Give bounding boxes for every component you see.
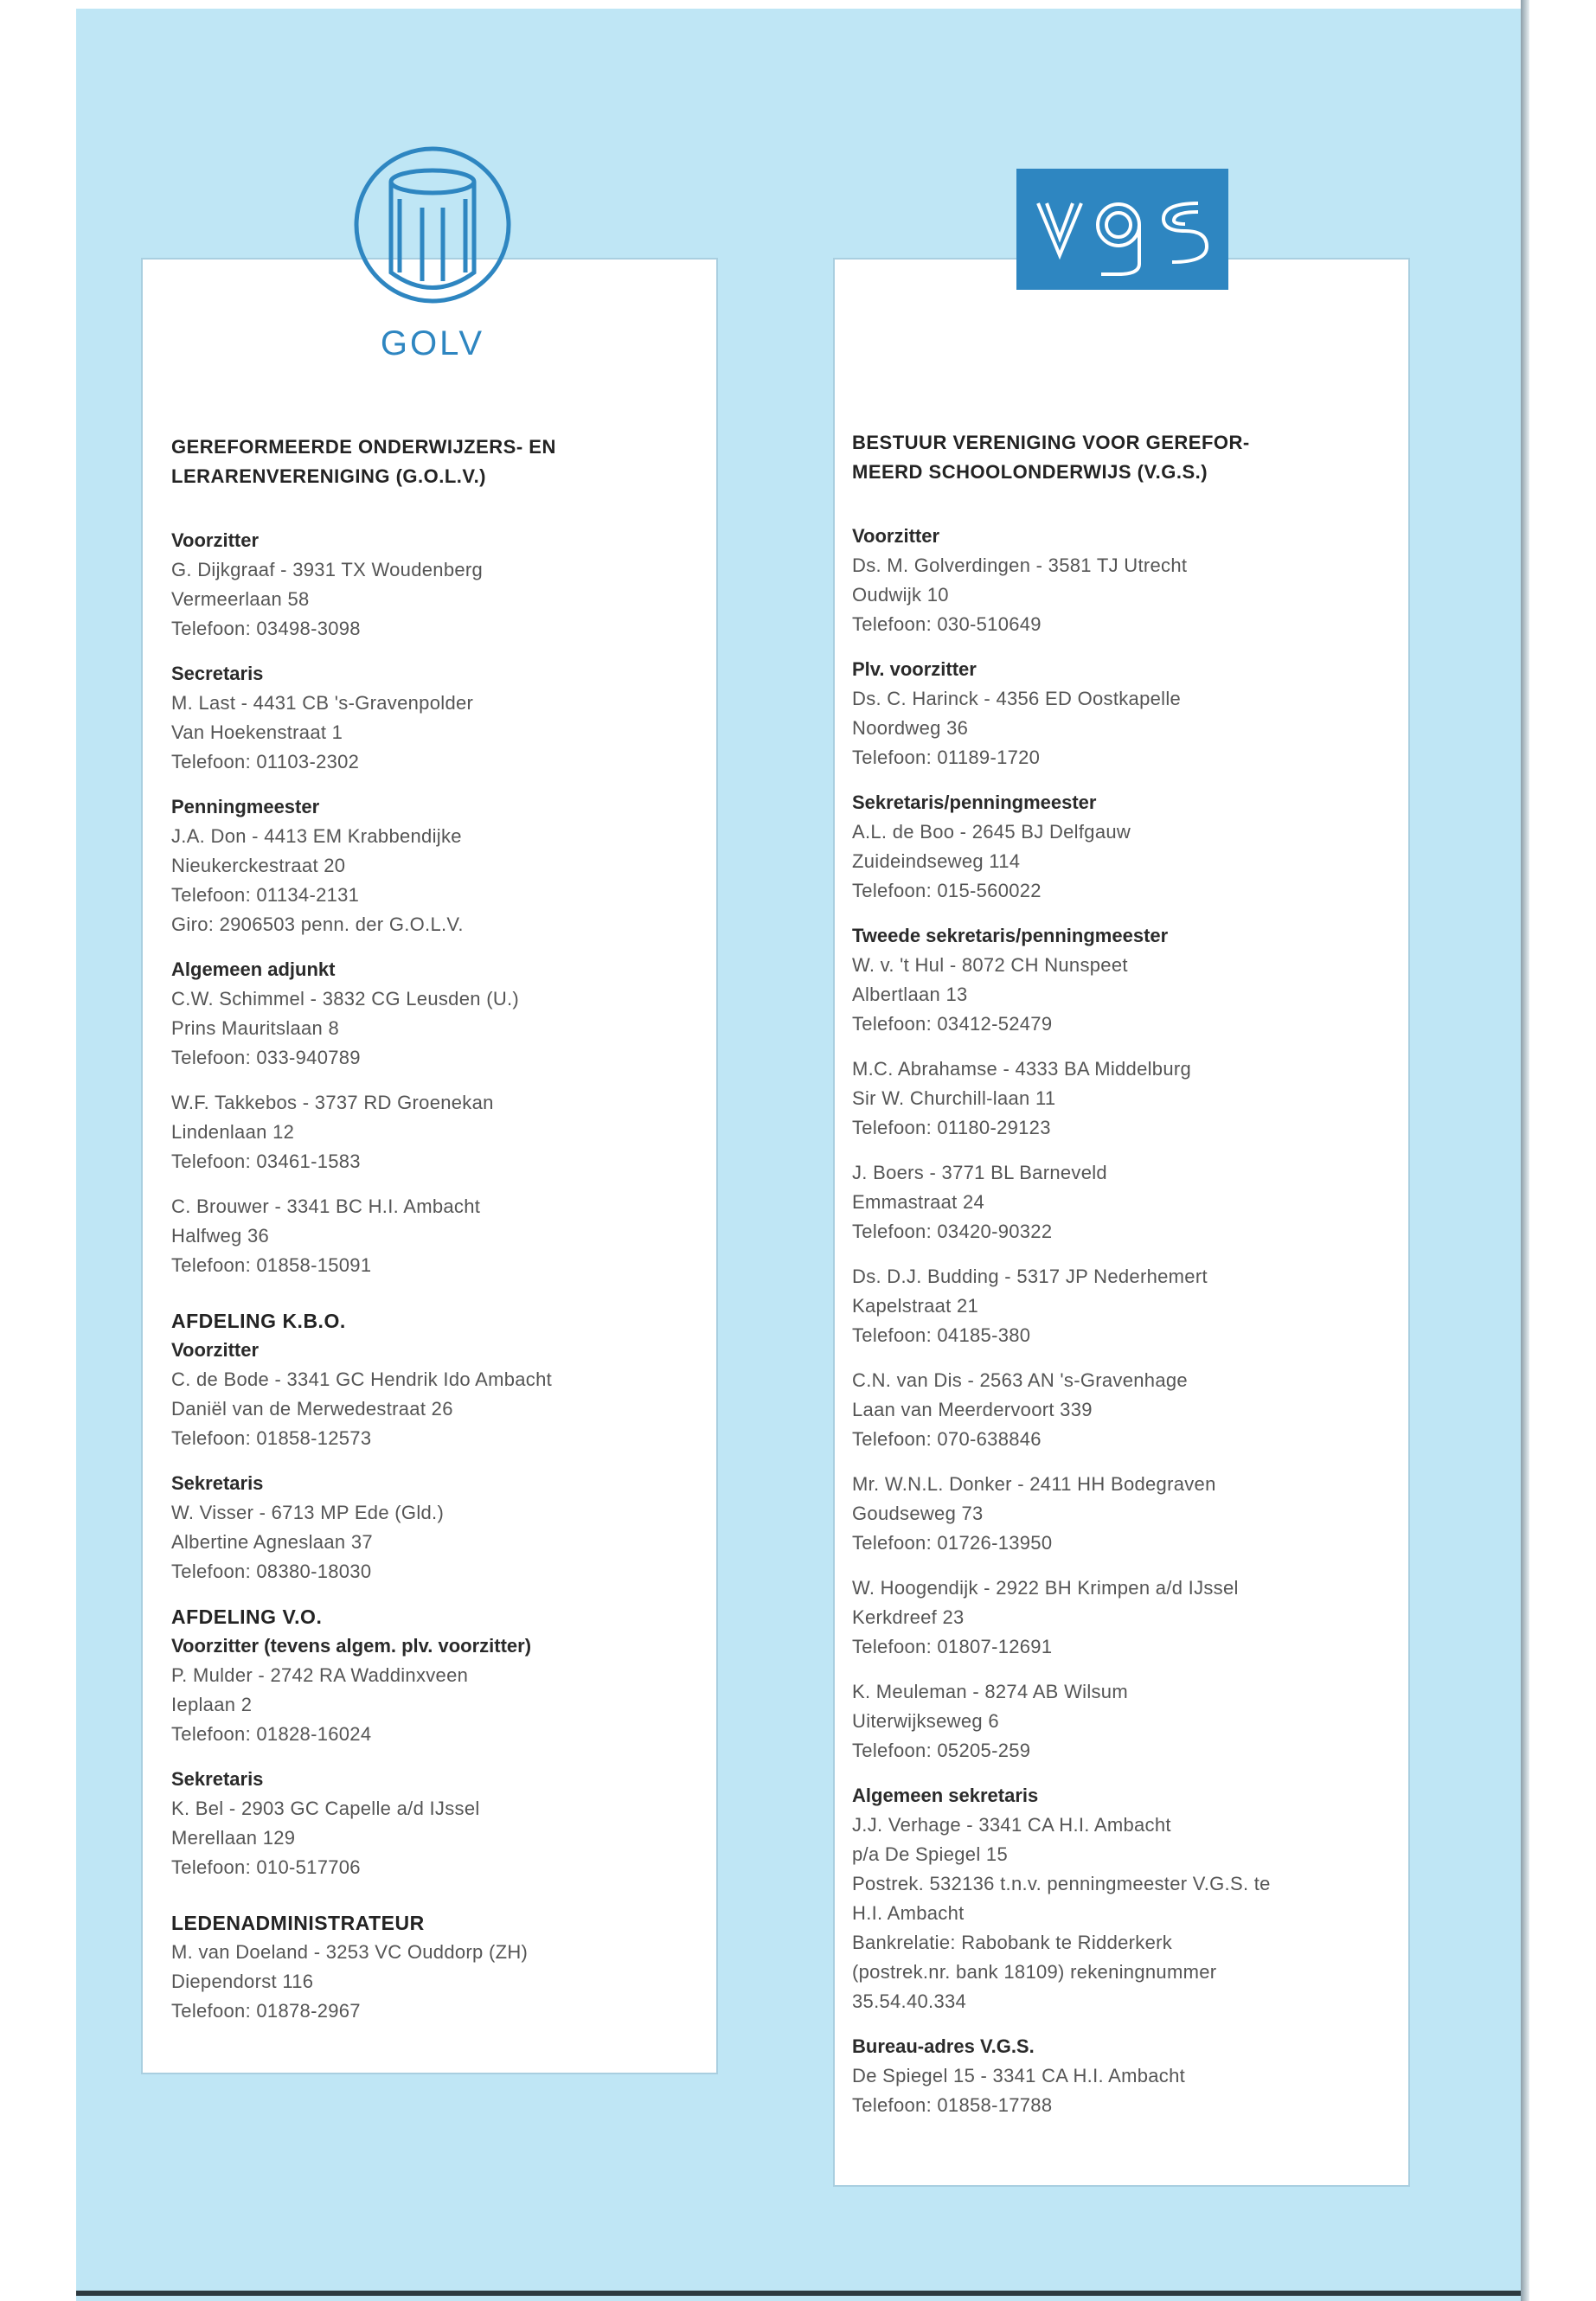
contact-line: Daniël van de Merwedestraat 26	[171, 1398, 453, 1420]
contact-line: Bankrelatie: Rabobank te Ridderkerk	[852, 1932, 1173, 1953]
contact-line: Diependorst 116	[171, 1971, 314, 1992]
contact-line: A.L. de Boo - 2645 BJ Delfgauw	[852, 821, 1131, 843]
vgs-logo	[1016, 169, 1228, 290]
vgs-board-member	[852, 655, 1397, 772]
golv-algemeen-adjunkt	[171, 955, 708, 1073]
contact-line: Noordweg 36	[852, 717, 969, 739]
contact-line: Telefoon: 04185-380	[852, 1324, 1031, 1346]
contact-line: Telefoon: 03412-52479	[852, 1013, 1053, 1035]
role-label: Voorzitter	[171, 1339, 260, 1361]
contact-line: W.F. Takkebos - 3737 RD Groenekan	[171, 1092, 494, 1113]
contact-line: Giro: 2906503 penn. der G.O.L.V.	[171, 913, 464, 935]
role-label: Voorzitter	[171, 529, 260, 551]
vgs-board-member	[852, 1677, 1397, 1766]
contact-line: Goudseweg 73	[852, 1503, 984, 1524]
contact-line: W. Visser - 6713 MP Ede (Gld.)	[171, 1502, 445, 1523]
contact-line: Telefoon: 05205-259	[852, 1740, 1031, 1761]
contact-line: J.A. Don - 4413 EM Krabbendijke	[171, 825, 462, 847]
contact-line: Telefoon: 01180-29123	[852, 1117, 1051, 1138]
page-edge-shadow	[1521, 0, 1529, 2301]
contact-line: Telefoon: 015-560022	[852, 880, 1042, 901]
contact-line: G. Dijkgraaf - 3931 TX Woudenberg	[171, 559, 484, 580]
contact-line: Sir W. Churchill-laan 11	[852, 1087, 1056, 1109]
kbo-sekretaris	[171, 1469, 708, 1586]
vgs-board-member	[852, 522, 1397, 639]
contact-line: Postrek. 532136 t.n.v. penningmeester V.G.S. te	[852, 1873, 1271, 1894]
contact-line: J.J. Verhage - 3341 CA H.I. Ambacht	[852, 1814, 1171, 1836]
vgs-column	[852, 428, 1397, 2136]
contact-line: p/a De Spiegel 15	[852, 1843, 1009, 1865]
role-label: Sekretaris	[171, 1768, 264, 1790]
contact-line: Kerkdreef 23	[852, 1606, 965, 1628]
contact-line: Telefoon: 01828-16024	[171, 1723, 372, 1745]
contact-line: Telefoon: 08380-18030	[171, 1561, 372, 1582]
role-label: Voorzitter (tevens algem. plv. voorzitter)	[171, 1635, 532, 1657]
contact-line: Telefoon: 01858-17788	[852, 2094, 1053, 2116]
golv-voorzitter	[171, 526, 708, 644]
vgs-board-member	[852, 788, 1397, 906]
contact-line: Telefoon: 033-940789	[171, 1047, 361, 1068]
vgs-title-line2: MEERD SCHOOLONDERWIJS (V.G.S.)	[852, 461, 1208, 483]
vo-voorzitter	[171, 1631, 708, 1749]
contact-line: P. Mulder - 2742 RA Waddinxveen	[171, 1664, 469, 1686]
contact-line: Merellaan 129	[171, 1827, 296, 1849]
contact-line: M. van Doeland - 3253 VC Ouddorp (ZH)	[171, 1941, 529, 1963]
role-label: Algemeen sekretaris	[852, 1785, 1039, 1806]
contact-line: Prins Mauritslaan 8	[171, 1017, 339, 1039]
contact-line: W. Hoogendijk - 2922 BH Krimpen a/d IJssel	[852, 1577, 1239, 1599]
golv-title-line2: LERARENVERENIGING (G.O.L.V.)	[171, 465, 487, 487]
contact-line: Mr. W.N.L. Donker - 2411 HH Bodegraven	[852, 1473, 1216, 1495]
contact-line: Telefoon: 03420-90322	[852, 1221, 1053, 1242]
kbo-voorzitter	[171, 1336, 708, 1453]
vgs-board-member	[852, 1262, 1397, 1350]
role-label: Voorzitter	[852, 525, 940, 547]
contact-line: Uiterwijkseweg 6	[852, 1710, 999, 1732]
golv-secretaris	[171, 659, 708, 777]
contact-line: M. Last - 4431 CB 's-Gravenpolder	[171, 692, 474, 714]
contact-line: Kapelstraat 21	[852, 1295, 979, 1317]
vgs-board-member	[852, 1158, 1397, 1247]
contact-line: Telefoon: 03461-1583	[171, 1150, 361, 1172]
svg-text:GOLV: GOLV	[380, 324, 485, 362]
section-title-vo: AFDELING V.O.	[171, 1606, 323, 1628]
vgs-title-line1: BESTUUR VERENIGING VOOR GEREFOR-	[852, 432, 1250, 453]
page-bottom-edge	[76, 2291, 1521, 2296]
contact-line: Telefoon: 01878-2967	[171, 2000, 361, 2022]
contact-line: Telefoon: 01134-2131	[171, 884, 360, 906]
contact-line: Telefoon: 01858-12573	[171, 1427, 372, 1449]
role-label: Tweede sekretaris/penningmeester	[852, 925, 1169, 946]
role-label: Bureau-adres V.G.S.	[852, 2035, 1035, 2057]
contact-line: Emmastraat 24	[852, 1191, 985, 1213]
contact-line: De Spiegel 15 - 3341 CA H.I. Ambacht	[852, 2065, 1186, 2086]
vgs-board-member	[852, 1470, 1397, 1558]
contact-line: W. v. 't Hul - 8072 CH Nunspeet	[852, 954, 1128, 976]
golv-member	[171, 1192, 708, 1280]
contact-line: Albertine Agneslaan 37	[171, 1531, 373, 1553]
role-label: Penningmeester	[171, 796, 320, 817]
vgs-board-member	[852, 1054, 1397, 1143]
contact-line: Telefoon: 01726-13950	[852, 1532, 1053, 1554]
vgs-board-member	[852, 2032, 1397, 2120]
contact-line: K. Meuleman - 8274 AB Wilsum	[852, 1681, 1128, 1702]
role-label: Sekretaris	[171, 1472, 264, 1494]
vo-sekretaris	[171, 1765, 708, 1882]
contact-line: Nieukerckestraat 20	[171, 855, 346, 876]
contact-line: Vermeerlaan 58	[171, 588, 310, 610]
contact-line: Ieplaan 2	[171, 1694, 253, 1715]
contact-line: Telefoon: 010-517706	[171, 1856, 361, 1878]
vgs-logo-mark	[1016, 169, 1228, 290]
contact-line: Telefoon: 070-638846	[852, 1428, 1042, 1450]
golv-org-title	[171, 433, 708, 491]
section-title-kbo: AFDELING K.B.O.	[171, 1310, 346, 1332]
contact-line: M.C. Abrahamse - 4333 BA Middelburg	[852, 1058, 1192, 1080]
contact-line: Telefoon: 01858-15091	[171, 1254, 372, 1276]
contact-line: Ds. M. Golverdingen - 3581 TJ Utrecht	[852, 554, 1188, 576]
contact-line: Van Hoekenstraat 1	[171, 721, 343, 743]
contact-line: Zuideindseweg 114	[852, 850, 1021, 872]
contact-line: Albertlaan 13	[852, 984, 968, 1005]
contact-line: J. Boers - 3771 BL Barneveld	[852, 1162, 1107, 1183]
contact-line: C.N. van Dis - 2563 AN 's-Gravenhage	[852, 1369, 1188, 1391]
contact-line: C. Brouwer - 3341 BC H.I. Ambacht	[171, 1195, 481, 1217]
golv-title-line1: GEREFORMEERDE ONDERWIJZERS- EN	[171, 436, 556, 458]
contact-line: C.W. Schimmel - 3832 CG Leusden (U.)	[171, 988, 520, 1009]
contact-line: C. de Bode - 3341 GC Hendrik Ido Ambacht	[171, 1368, 553, 1390]
section-title-ledenadministrateur: LEDENADMINISTRATEUR	[171, 1912, 425, 1934]
svg-text:vgs: vgs	[1120, 285, 1124, 287]
contact-line: K. Bel - 2903 GC Capelle a/d IJssel	[171, 1798, 480, 1819]
role-label: Algemeen adjunkt	[171, 958, 336, 980]
contact-line: Telefoon: 01807-12691	[852, 1636, 1053, 1657]
contact-line: Ds. C. Harinck - 4356 ED Oostkapelle	[852, 688, 1182, 709]
vgs-board-member	[852, 1574, 1397, 1662]
contact-line: (postrek.nr. bank 18109) rekeningnummer	[852, 1961, 1217, 1983]
contact-line: Telefoon: 030-510649	[852, 613, 1042, 635]
vgs-board-member	[852, 1781, 1397, 2016]
ledenadministrateur	[171, 1938, 708, 2026]
contact-line: Halfweg 36	[171, 1225, 270, 1247]
contact-line: Oudwijk 10	[852, 584, 949, 606]
golv-column	[171, 433, 708, 2041]
contact-line: Telefoon: 01189-1720	[852, 747, 1041, 768]
golv-penningmeester	[171, 792, 708, 939]
vgs-board-member	[852, 921, 1397, 1039]
contact-line: Lindenlaan 12	[171, 1121, 295, 1143]
contact-line: Telefoon: 03498-3098	[171, 618, 361, 639]
contact-line: H.I. Ambacht	[852, 1902, 965, 1924]
vgs-org-title	[852, 428, 1397, 487]
role-label: Plv. voorzitter	[852, 658, 977, 680]
golv-member	[171, 1088, 708, 1176]
contact-line: 35.54.40.334	[852, 1990, 967, 2012]
golv-logo	[346, 143, 519, 368]
role-label: Sekretaris/penningmeester	[852, 792, 1097, 813]
vgs-board-member	[852, 1366, 1397, 1454]
contact-line: Ds. D.J. Budding - 5317 JP Nederhemert	[852, 1266, 1208, 1287]
contact-line: Telefoon: 01103-2302	[171, 751, 360, 772]
contact-line: Laan van Meerdervoort 339	[852, 1399, 1093, 1420]
role-label: Secretaris	[171, 663, 264, 684]
vgs-board-list	[852, 522, 1397, 2120]
